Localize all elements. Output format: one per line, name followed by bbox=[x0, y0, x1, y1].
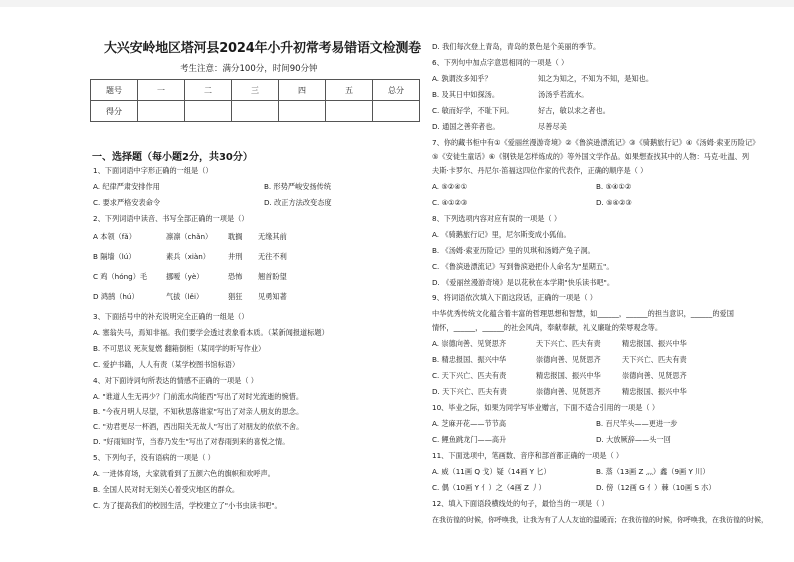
table-cell: 二 bbox=[185, 80, 232, 101]
question-stem: 1、下面词语中字形正确的一组是（） bbox=[93, 166, 213, 175]
option-b-word3: 井刑 bbox=[228, 252, 243, 261]
option-a-word1: A 本领（fǎ） bbox=[93, 232, 136, 241]
option-b: B. 全国人民对时无刻关心着受灾地区的群众。 bbox=[93, 485, 240, 494]
question-stem-line2: ⑤《安徒生童话》⑥《钢铁是怎样炼成的》等外国文学作品。如果想查找其中的人物：马克·吐温、列 bbox=[432, 152, 750, 161]
option-b-part2: 崇德向善、见贤思齐 bbox=[536, 355, 601, 364]
option-a-part3: 精忠报国、振兴中华 bbox=[622, 339, 687, 348]
option-d-part2: 崇德向善、见贤思齐 bbox=[536, 387, 601, 396]
table-cell: 五 bbox=[326, 80, 373, 101]
question-stem: 8、下列选项内容对应有误的一项是（ ） bbox=[432, 214, 562, 223]
question-passage: 中华优秀传统文化蕴含着丰富的哲理思想和智慧，如______，______的担当意识，______的爱国 bbox=[432, 309, 734, 318]
option-a: A. "谁道人生无再少？门前流水尚能西"写出了对时光流逝的惋惜。 bbox=[93, 392, 304, 401]
option-d-word4: 见勇知著 bbox=[258, 292, 287, 301]
option-b: B. 蒸（13画 Z 灬）鑫（9画 Y 川） bbox=[596, 467, 710, 476]
question-stem: 5、下列句子，没有语病的一项是（ ） bbox=[93, 453, 215, 462]
option-c-part3: 崇德向善、见贤思齐 bbox=[622, 371, 687, 380]
table-cell: 总分 bbox=[373, 80, 420, 101]
table-cell: 三 bbox=[232, 80, 279, 101]
option-b-part1: B. 精忠报国、振兴中华 bbox=[432, 355, 507, 364]
table-cell: 得分 bbox=[91, 101, 138, 122]
option-c: C. 敏而好学，不耻下问。 bbox=[432, 106, 514, 115]
option-b-word4: 无往不利 bbox=[258, 252, 287, 261]
option-b: B. 《汤姆·索亚历险记》里的贝琪和汤姆产兔子洞。 bbox=[432, 246, 595, 255]
option-d-compare: 尽善尽美 bbox=[538, 122, 567, 131]
option-c-word3: 恐怖 bbox=[228, 272, 243, 281]
table-cell: 题号 bbox=[91, 80, 138, 101]
score-table bbox=[90, 79, 420, 122]
question-stem: 2、下列词语中读音、书写全部正确的一项是（） bbox=[93, 214, 249, 223]
option-b-word2: 素兵（xiàn） bbox=[166, 252, 210, 261]
option-d: D. 我们每次登上青岛，青岛的景色是个美丽的季节。 bbox=[432, 42, 601, 51]
option-c: C. "劝君更尽一杯酒，西出阳关无故人"写出了对朋友的依依不舍。 bbox=[93, 422, 304, 431]
question-passage-line2: 情怀，______，______的社会风尚，奉献奉献，礼义廉耻的荣辱观念等。 bbox=[432, 323, 663, 332]
option-a-word2: 凛凛（chǎn） bbox=[166, 232, 213, 241]
option-a-compare: 知之为知之，不知为不知，是知也。 bbox=[538, 74, 654, 83]
option-c: C. ④①②③ bbox=[432, 198, 468, 207]
option-d: D. 改正方法改变态度 bbox=[264, 198, 332, 207]
option-d-word3: 猖狂 bbox=[228, 292, 243, 301]
question-stem: 3、下面括号中的补充说明完全正确的一组是（） bbox=[93, 312, 249, 321]
option-c: C. 为了提高我们的校园生活，学校建立了"小书虫读书吧"。 bbox=[93, 501, 282, 510]
option-d: D. 大放厥辞——头一回 bbox=[596, 435, 671, 444]
option-d: D. "好雨知时节，当春乃发生"写出了对春雨到来的喜悦之情。 bbox=[93, 437, 290, 446]
page-title: 大兴安岭地区塔河县2024年小升初常考易错语文检测卷 bbox=[104, 41, 421, 56]
question-stem: 9、将词语依次填入下面这段话，正确的一项是（ ） bbox=[432, 293, 597, 302]
option-d: D. ⑤④②③ bbox=[596, 198, 632, 207]
section-heading: 一、选择题（每小题2分，共30分） bbox=[92, 152, 253, 163]
option-b-compare: 汤汤乎若流水。 bbox=[538, 90, 589, 99]
option-c: C. 偶（10画 Y 亻）之（4画 Z 丿） bbox=[432, 483, 546, 492]
option-b: B. 不可思议 死灰复燃 翻箱倒柜（某同学的听写作业） bbox=[93, 344, 266, 353]
option-c: C. 爱护书籍，人人有责（某学校图书馆标语） bbox=[93, 360, 240, 369]
option-a: A. 《骑鹅旅行记》里，尼尔斯变成小狐仙。 bbox=[432, 230, 571, 239]
option-d-word1: D 鸿鹄（hú） bbox=[93, 292, 139, 301]
exam-notice: 考生注意：满分100分，时间90分钟 bbox=[180, 64, 318, 74]
score-input-cell[interactable] bbox=[279, 101, 326, 122]
score-input-cell[interactable] bbox=[326, 101, 373, 122]
question-stem: 12、填入下面语段横线处的句子，最恰当的一项是（ ） bbox=[432, 499, 609, 508]
option-a-part2: 天下兴亡、匹夫有责 bbox=[536, 339, 601, 348]
option-a-word4: 无缘其前 bbox=[258, 232, 287, 241]
option-b: B. "今夜月明人尽望，不知秋思落谁家"写出了对亲人朋友的思念。 bbox=[93, 407, 304, 416]
option-c-compare: 好古，敏以求之者也。 bbox=[538, 106, 610, 115]
option-d-part3: 精忠报国、振兴中华 bbox=[622, 387, 687, 396]
option-c-part1: C. 天下兴亡、匹夫有责 bbox=[432, 371, 507, 380]
score-input-cell[interactable] bbox=[373, 101, 420, 122]
option-a: A. 威（11画 Q 戈）疑（14画 Y 匕） bbox=[432, 467, 551, 476]
option-c-word1: C 鸡（hóng）毛 bbox=[93, 272, 148, 281]
question-stem: 6、下列句中加点字意思相同的一项是（ ） bbox=[432, 58, 569, 67]
option-a: A. 纪律严肃安排作用 bbox=[93, 182, 160, 191]
option-b-part3: 天下兴亡、匹夫有责 bbox=[622, 355, 687, 364]
option-a: A. 塞翁失马，焉知非福。我们要学会透过表象看本质。（某新闻报道标题） bbox=[93, 328, 329, 337]
option-b: B. ⑤④①② bbox=[596, 182, 632, 191]
question-stem: 11、下面选项中，笔画数、音序和部首都正确的一项是（ ） bbox=[432, 451, 624, 460]
score-input-cell[interactable] bbox=[185, 101, 232, 122]
option-a-part1: A. 崇德向善、见贤思齐 bbox=[432, 339, 507, 348]
table-row bbox=[91, 101, 420, 122]
option-d: D. 《爱丽丝漫游奇境》是以花秋在本学期"快乐读书吧"。 bbox=[432, 278, 615, 287]
question-stem: 7、你的藏书柜中有①《爱丽丝漫游奇境》②《鲁滨逊漂流记》③《骑鹅旅行记》④《汤姆·索亚历险记》 bbox=[432, 138, 760, 147]
option-c: C. 要求严格安表命令 bbox=[93, 198, 161, 207]
question-passage: 在我彷徨的时候，你呼唤我，让我为有了人人友谊的温暖而；在我彷徨的时候，你呼唤我，在我彷徨的时候， bbox=[432, 516, 768, 524]
option-b-word1: B 隔墙（lú） bbox=[93, 252, 136, 261]
table-cell: 一 bbox=[138, 80, 185, 101]
option-d: D. 通国之善弈者也。 bbox=[432, 122, 500, 131]
option-c: C. 《鲁滨逊漂流记》写到鲁滨逊把仆人命名为"星期五"。 bbox=[432, 262, 614, 271]
option-a: A. 芝麻开花——节节高 bbox=[432, 419, 507, 428]
page-top-bar bbox=[0, 0, 794, 7]
table-row bbox=[91, 80, 420, 101]
question-stem: 10、毕业之际，如果为同学写毕业赠言，下面不适合引用的一项是（ ） bbox=[432, 403, 660, 412]
option-a: A. 孰谓汝多知乎？ bbox=[432, 74, 492, 83]
score-input-cell[interactable] bbox=[232, 101, 279, 122]
question-stem-line3: 夫斯·卡罗尔、丹尼尔·笛福这四位作家的代表作，正确的顺序是（ ） bbox=[432, 166, 648, 175]
option-b: B. 形势严峻安扬传统 bbox=[264, 182, 332, 191]
option-d-part1: D. 天下兴亡、匹夫有责 bbox=[432, 387, 507, 396]
table-cell: 四 bbox=[279, 80, 326, 101]
option-d: D. 傍（12画 G 亻）棘（10画 S 朩） bbox=[596, 483, 716, 492]
option-b: B. 及其日中如探汤。 bbox=[432, 90, 500, 99]
option-c-part2: 精忠报国、振兴中华 bbox=[536, 371, 601, 380]
option-c-word4: 翘首盼望 bbox=[258, 272, 287, 281]
option-a-word3: 耽搁 bbox=[228, 232, 243, 241]
question-stem: 4、对下面诗词句所表达的情感不正确的一项是（ ） bbox=[93, 376, 258, 385]
option-b: B. 百尺竿头——更进一步 bbox=[596, 419, 678, 428]
option-a: A. ⑤②④① bbox=[432, 182, 468, 191]
option-c: C. 鲤鱼跳龙门——高升 bbox=[432, 435, 507, 444]
option-d-word2: 气拔（lěi） bbox=[166, 292, 204, 301]
score-input-cell[interactable] bbox=[138, 101, 185, 122]
option-a: A. 一进体育场，大家就看到了五颜六色的旗帜和欢呼声。 bbox=[93, 469, 275, 478]
option-c-word2: 挪嗳（yè） bbox=[166, 272, 204, 281]
